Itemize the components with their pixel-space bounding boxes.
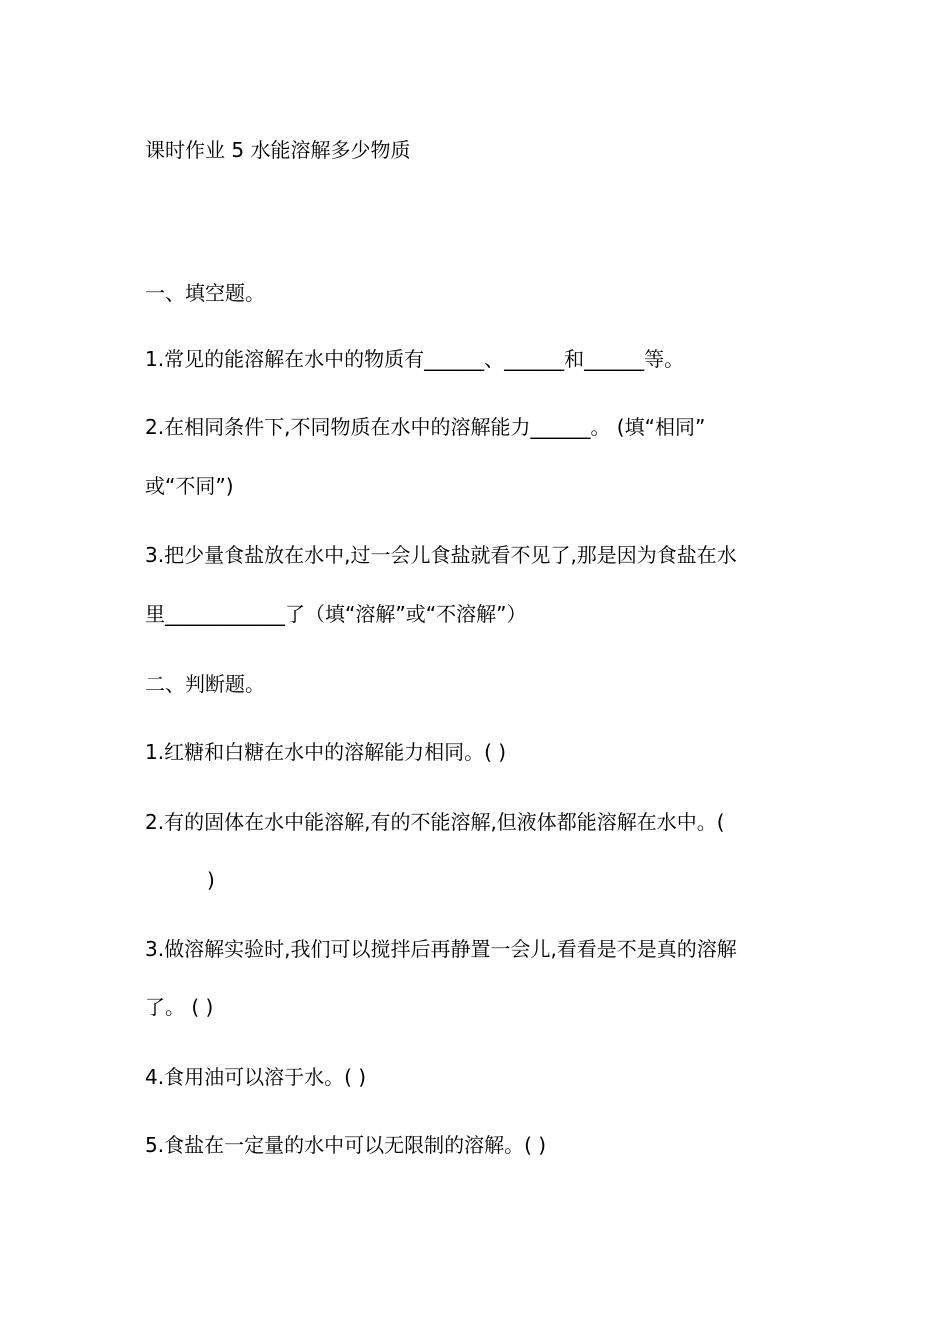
fill-question-2-line-1: 2.在相同条件下,不同物质在水中的溶解能力______。 (填“相同” <box>145 415 706 439</box>
fill-question-1: 1.常见的能溶解在水中的物质有______、______和______等。 <box>145 347 685 371</box>
judge-question-2-line-1: 2.有的固体在水中能溶解,有的不能溶解,但液体都能溶解在水中。( <box>145 810 725 834</box>
judge-question-4: 4.食用油可以溶于水。( ) <box>145 1065 367 1089</box>
section-2-heading: 二、判断题。 <box>145 672 265 696</box>
judge-question-1: 1.红糖和白糖在水中的溶解能力相同。( ) <box>145 740 507 764</box>
judge-question-2-line-2: ) <box>207 868 215 892</box>
judge-question-3-line-2: 了。 ( ) <box>145 995 214 1019</box>
fill-question-3-line-2: 里____________了（填“溶解”或“不溶解”） <box>145 602 527 626</box>
judge-question-3-line-1: 3.做溶解实验时,我们可以搅拌后再静置一会儿,看看是不是真的溶解 <box>145 937 737 961</box>
fill-question-2-line-2: 或“不同”) <box>145 474 234 498</box>
fill-question-3-line-1: 3.把少量食盐放在水中,过一会儿食盐就看不见了,那是因为食盐在水 <box>145 543 737 567</box>
judge-question-5: 5.食盐在一定量的水中可以无限制的溶解。( ) <box>145 1133 547 1157</box>
document-title: 课时作业 5 水能溶解多少物质 <box>145 138 411 162</box>
section-1-heading: 一、填空题。 <box>145 281 265 305</box>
